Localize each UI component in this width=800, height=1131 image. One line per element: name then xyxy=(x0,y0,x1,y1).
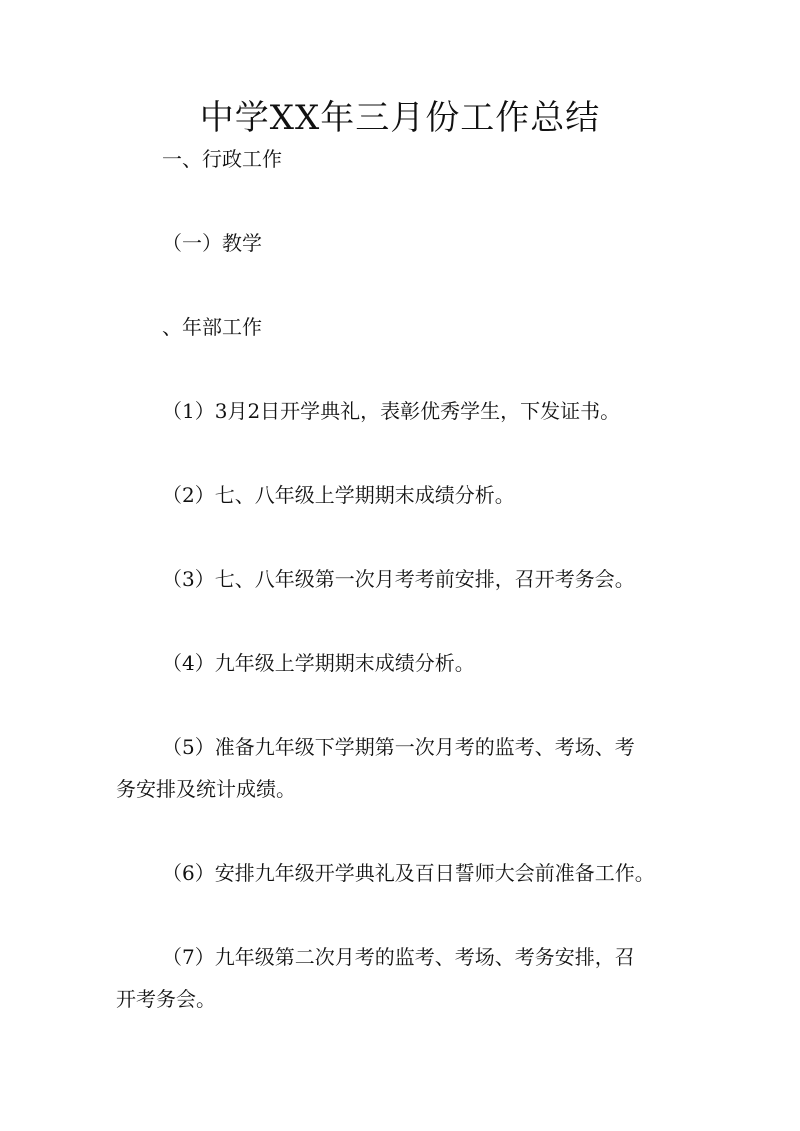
list-item-2: （2）七、八年级上学期期末成绩分析。 xyxy=(162,483,515,507)
list-item-6: （6）安排九年级开学典礼及百日誓师大会前准备工作。 xyxy=(162,861,655,885)
list-item-7-line-2: 开考务会。 xyxy=(116,987,216,1011)
list-item-4: （4）九年级上学期期末成绩分析。 xyxy=(162,651,475,675)
subsection-heading: （一）教学 xyxy=(162,231,262,255)
list-item-1: （1）3月2日开学典礼，表彰优秀学生，下发证书。 xyxy=(162,399,621,423)
list-item-5-line-2: 务安排及统计成绩。 xyxy=(116,777,296,801)
list-item-7-line-1: （7）九年级第二次月考的监考、考场、考务安排，召 xyxy=(162,945,635,969)
topic-heading: 、年部工作 xyxy=(162,315,262,339)
section-heading: 一、行政工作 xyxy=(162,147,282,171)
list-item-5-line-1: （5）准备九年级下学期第一次月考的监考、考场、考 xyxy=(162,735,635,759)
list-item-3: （3）七、八年级第一次月考考前安排，召开考务会。 xyxy=(162,567,635,591)
document-title: 中学XX年三月份工作总结 xyxy=(199,98,601,138)
